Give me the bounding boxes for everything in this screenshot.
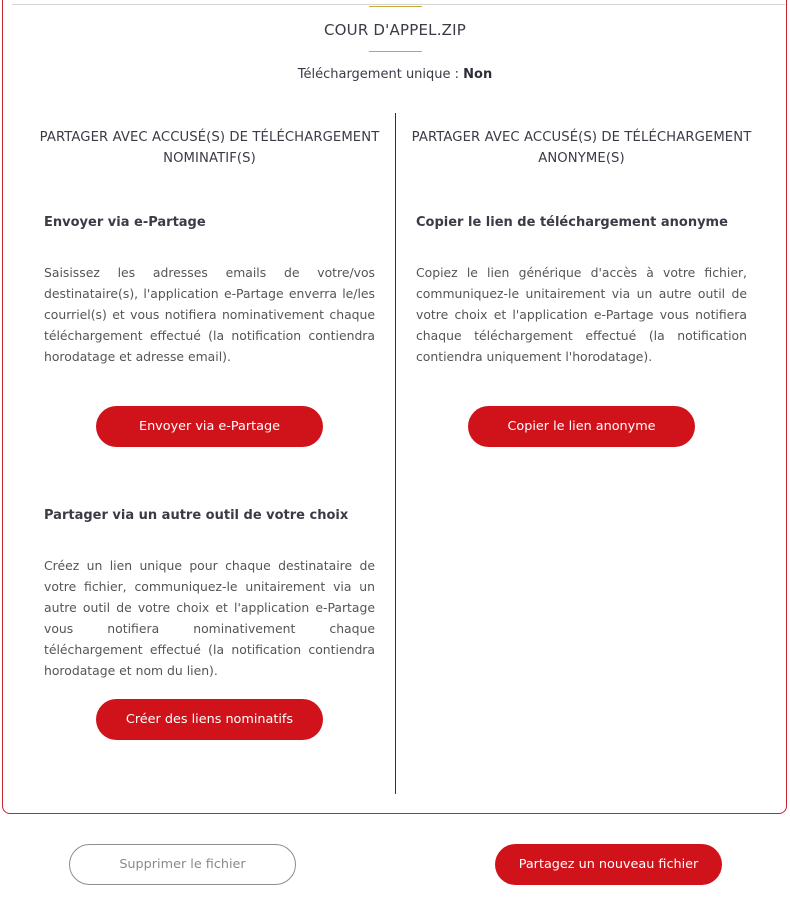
single-download-value: Non <box>463 67 493 82</box>
column-divider <box>395 113 396 794</box>
email-section-description: Saisissez les adresses emails de votre/vos destinataire(s), l'application e-Partage enverra le/les courriel(s) et vous notifiera nominativement chaque téléchargement effectué (la notification contiendra horodatage et adresse email). <box>44 265 375 364</box>
copy-link-section-title: Copier le lien de téléchargement anonyme <box>416 215 728 230</box>
nominative-heading <box>37 127 382 169</box>
file-title: COUR D'APPEL.ZIP <box>323 21 467 39</box>
anonymous-heading-line2: ANONYME(S) <box>538 151 625 166</box>
single-download-status <box>0 67 790 82</box>
share-new-file-button[interactable]: Partagez un nouveau fichier <box>495 844 722 885</box>
anonymous-heading-line1: PARTAGER AVEC ACCUSÉ(S) DE TÉLÉCHARGEMENT <box>411 130 752 145</box>
nominative-heading-line2: NOMINATIF(S) <box>163 151 256 166</box>
email-section-title: Envoyer via e-Partage <box>44 215 206 230</box>
copy-anonymous-link-button[interactable]: Copier le lien anonyme <box>468 406 695 447</box>
copy-link-section-description: Copiez le lien générique d'accès à votre fichier, communiquez-le unitairement via un autre outil de votre choix et l'application e-Partage vous notifiera chaque téléchargement effectué (la notification contiendra uniquement l'horodatage). <box>416 265 747 364</box>
create-nominative-links-button[interactable]: Créer des liens nominatifs <box>96 699 323 740</box>
single-download-label: Téléchargement unique : <box>297 67 464 82</box>
title-accent-bottom <box>369 51 422 52</box>
other-tool-section-title: Partager via un autre outil de votre choix <box>44 508 349 523</box>
other-tool-section-description: Créez un lien unique pour chaque destinataire de votre fichier, communiquez-le unitairement via un autre outil de votre choix et l'application e-Partage vous notifiera nominativement chaque téléchargement effectué (la notification contiendra horodatage et nom du lien). <box>44 558 375 678</box>
top-separator <box>12 4 785 5</box>
anonymous-heading <box>409 127 754 169</box>
title-accent-top <box>369 6 422 7</box>
delete-file-button[interactable]: Supprimer le fichier <box>69 844 296 885</box>
nominative-heading-line1: PARTAGER AVEC ACCUSÉ(S) DE TÉLÉCHARGEMENT <box>39 130 380 145</box>
send-via-epartage-button[interactable]: Envoyer via e-Partage <box>96 406 323 447</box>
